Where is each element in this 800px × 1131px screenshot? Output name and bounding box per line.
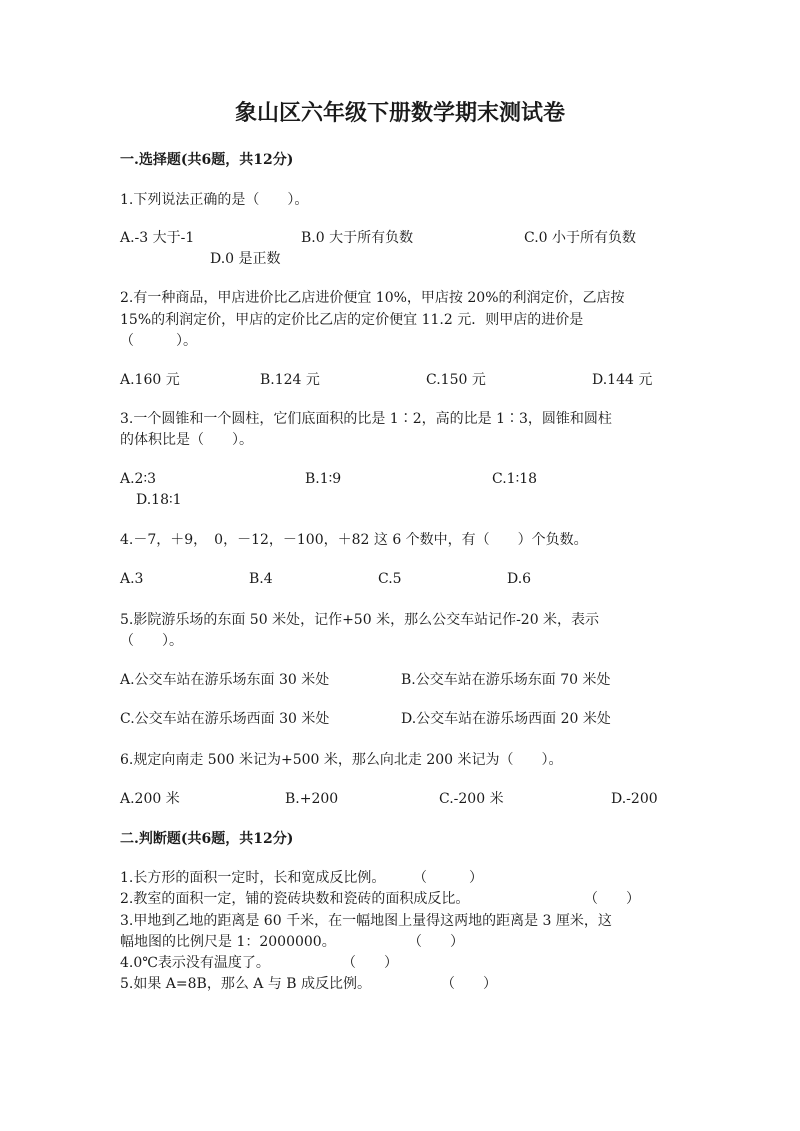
question-2-line3: （ ）。 — [120, 333, 197, 349]
q1-option-d: D.0 是正数 — [210, 251, 281, 267]
judge-3-line2: 幅地图的比例尺是 1：2000000。 — [120, 934, 336, 950]
q2-option-b: B.124 元 — [260, 372, 320, 388]
q6-option-d: D.-200 — [611, 791, 658, 807]
section-heading-choice: 一.选择题(共6题，共12分) — [120, 152, 294, 168]
question-4: 4.－7，＋9， 0，－12，－100，＋82 这 6 个数中，有（ ）个负数。 — [120, 532, 588, 548]
q6-option-c: C.-200 米 — [439, 791, 504, 807]
question-5-line1: 5.影院游乐场的东面 50 米处，记作+50 米，那么公交车站记作-20 米，表示 — [120, 612, 600, 628]
q4-option-b: B.4 — [249, 571, 273, 587]
judge-5-blank: （ ） — [441, 976, 497, 992]
question-2-line2: 15%的利润定价，甲店的定价比乙店的定价便宜 11.2 元．则甲店的进价是 — [120, 312, 584, 328]
q1-option-c: C.0 小于所有负数 — [524, 230, 637, 246]
q4-option-d: D.6 — [507, 571, 532, 587]
question-3-line1: 3.一个圆锥和一个圆柱，它们底面积的比是 1∶2，高的比是 1∶3，圆锥和圆柱 — [120, 411, 612, 427]
judge-3-line1: 3.甲地到乙地的距离是 60 千米，在一幅地图上量得这两地的距离是 3 厘米，这 — [120, 913, 612, 929]
judge-1-text: 1.长方形的面积一定时，长和宽成反比例。 — [120, 870, 386, 886]
q6-option-a: A.200 米 — [120, 791, 180, 807]
q2-option-a: A.160 元 — [120, 372, 180, 388]
judge-1-blank: （ ） — [413, 870, 483, 886]
q5-option-a: A.公交车站在游乐场东面 30 米处 — [120, 672, 330, 688]
q1-option-b: B.0 大于所有负数 — [301, 230, 414, 246]
q1-option-a: A.-3 大于-1 — [120, 230, 195, 246]
judge-2-blank: （ ） — [584, 891, 640, 907]
q2-option-d: D.144 元 — [592, 372, 653, 388]
q3-option-b: B.1∶9 — [305, 471, 342, 487]
q6-option-b: B.+200 — [285, 791, 339, 807]
q3-option-a: A.2∶3 — [120, 471, 157, 487]
judge-5-text: 5.如果 A=8B，那么 A 与 B 成反比例。 — [120, 976, 372, 992]
judge-4-blank: （ ） — [342, 955, 398, 971]
page-title: 象山区六年级下册数学期末测试卷 — [234, 100, 565, 126]
judge-2-text: 2.教室的面积一定，铺的瓷砖块数和瓷砖的面积成反比。 — [120, 891, 470, 907]
section-heading-judge: 二.判断题(共6题，共12分) — [120, 831, 294, 847]
question-1: 1.下列说法正确的是（ ）。 — [120, 192, 309, 208]
q5-option-c: C.公交车站在游乐场西面 30 米处 — [120, 711, 330, 727]
question-5-line2: （ ）。 — [120, 633, 183, 649]
q5-option-d: D.公交车站在游乐场西面 20 米处 — [401, 711, 611, 727]
q2-option-c: C.150 元 — [426, 372, 486, 388]
q3-option-c: C.1∶18 — [492, 471, 538, 487]
q5-option-b: B.公交车站在游乐场东面 70 米处 — [401, 672, 611, 688]
question-6: 6.规定向南走 500 米记为+500 米，那么向北走 200 米记为（ ）。 — [120, 752, 563, 768]
judge-4-text: 4.0℃表示没有温度了。 — [120, 955, 270, 971]
judge-3-blank: （ ） — [408, 934, 464, 950]
question-2-line1: 2.有一种商品，甲店进价比乙店进价便宜 10%，甲店按 20%的利润定价，乙店按 — [120, 290, 625, 306]
q4-option-a: A.3 — [120, 571, 144, 587]
q4-option-c: C.5 — [378, 571, 402, 587]
q3-option-d: D.18∶1 — [136, 492, 182, 508]
question-3-line2: 的体积比是（ ）。 — [120, 432, 253, 448]
